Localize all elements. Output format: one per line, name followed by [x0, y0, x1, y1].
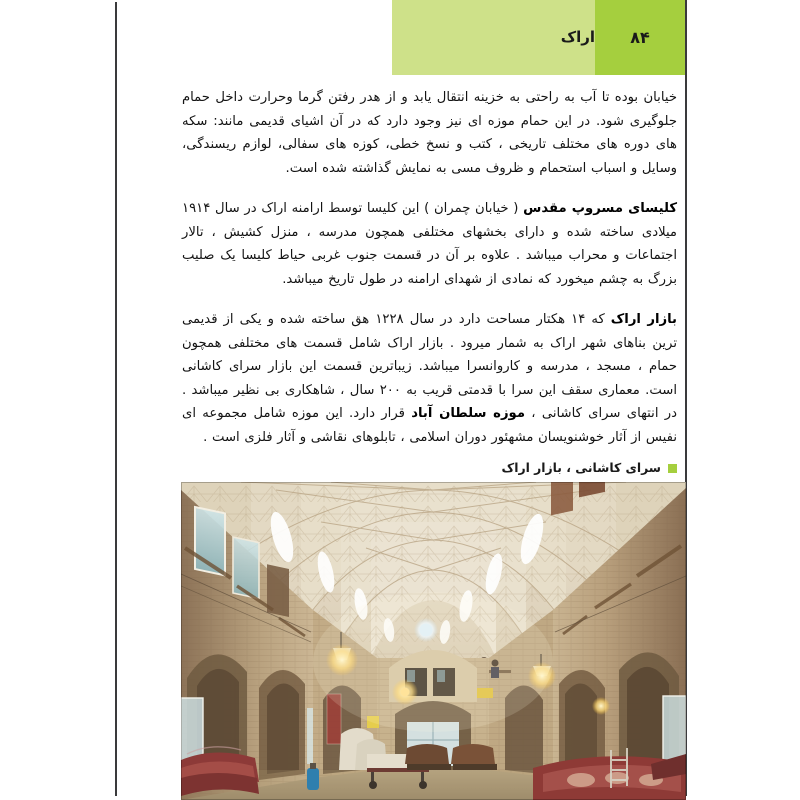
paragraph-church — [182, 197, 677, 291]
paragraph-church-text: ( خیابان چمران ) این کلیسا توسط ارامنه اراک در سال ۱۹۱۴ میلادی ساخته شده و دارای بخشهای مختلفی همچون مدرسه ، منزل کشیش ، تالار اجتماعات و محراب میباشد . علاوه بر آن در قسمت جنوب غربی حیاط کلیسا یک صلیب بزرگ به چشم میخورد که نمادی از شهدای ارامنه در طول تاریخ میباشد. — [182, 201, 677, 287]
paragraph-bazaar-text: که ۱۴ هکتار مساحت دارد در سال ۱۲۲۸ ه‍ق ساخته شده و یکی از قدیمی ترین بناهای شهر اراک به شمار میرود . بازار اراک شامل قسمت های مختلفی همچون حمام ، مسجد ، مدرسه و کاروانسرا میباشد. زیباترین قسمت این بازار سرای کاشانی است. معماری سقف این سرا با قدمتی قریب به ۲۰۰ سال ، شاهکاری بی نظیر میباشد . در انتهای سرای کاشانی ، — [182, 312, 678, 421]
figure-caption-text: سرای کاشانی ، بازار اراک — [501, 460, 661, 475]
body-text-column — [182, 86, 677, 466]
figure-photo-bazaar-interior — [181, 482, 686, 800]
chapter-block — [392, 0, 595, 75]
page-number: ۸۴ — [630, 27, 650, 47]
paragraph-bazaar-lead: بازار اراک — [610, 312, 677, 327]
bazaar-interior-illustration — [181, 482, 686, 800]
running-header — [392, 0, 685, 75]
paragraph-church-lead: کلیسای مسروپ مقدس — [523, 201, 677, 216]
page-frame-left-rule — [115, 2, 117, 796]
figure-caption — [502, 462, 677, 474]
paragraph-hammam-text: خیابان بوده تا آب به راحتی به خزینه انتقال یابد و از هدر رفتن گرما وحرارت داخل حمام جلوگیری شود. در این حمام موزه ای نیز وجود دارد که در آن اشیای قدیمی مانند: سکه های دوره های مختلف تاریخی ، کتب و نسخ خطی، کوزه های سفالی، لوازم ریسندگی، وسایل و اسباب استحمام و ظروف مسی به نمایش گذاشته شده است. — [182, 90, 677, 176]
paragraph-bazaar — [182, 308, 677, 449]
paragraph-bazaar-midbold: موزه سلطان آباد — [411, 406, 525, 421]
chapter-title: اراک — [560, 28, 595, 46]
folio-block — [595, 0, 685, 75]
green-square-bullet-icon — [668, 464, 677, 473]
paragraph-hammam — [182, 86, 677, 180]
paragraph-bazaar-text-after: قرار دارد. این موزه شامل مجموعه ای نفیس از آثار خوشنویسان مشهئور دوران اسلامی ، تابلوهای نقاشی و آثار فلزی است . — [182, 406, 677, 445]
